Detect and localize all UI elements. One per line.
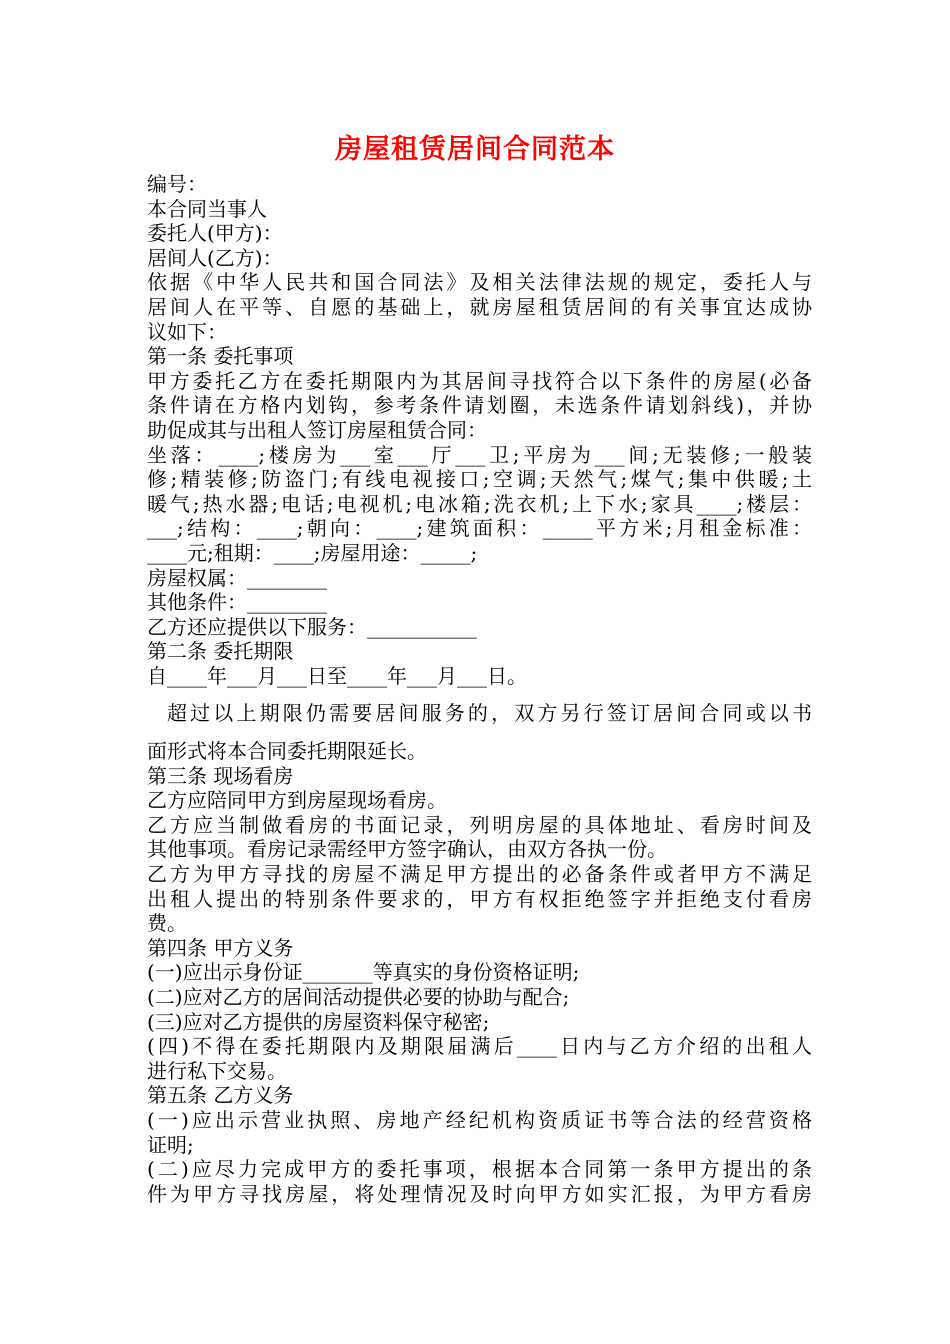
article-4-item: (四)不得在委托期限内及期限届满后____日内与乙方介绍的出租人 bbox=[147, 1034, 812, 1059]
property-conditions-line: 暖气;热水器;电话;电视机;电冰箱;洗衣机;上下水;家具____;楼层： bbox=[147, 491, 812, 516]
party-b-line: 居间人(乙方)： bbox=[147, 245, 283, 270]
parties-heading: 本合同当事人 bbox=[147, 196, 267, 221]
article-1-line: 助促成其与出租人签订房屋租赁合同： bbox=[147, 417, 487, 442]
article-4-item: (一)应出示身份证_______等真实的身份资格证明; bbox=[147, 960, 580, 985]
article-5-heading: 第五条 乙方义务 bbox=[147, 1083, 294, 1108]
article-3-line: 其他事项。看房记录需经甲方签字确认，由双方各执一份。 bbox=[147, 837, 667, 862]
article-4-heading: 第四条 甲方义务 bbox=[147, 935, 294, 960]
ownership-line: 房屋权属：________ bbox=[147, 565, 327, 590]
serial-number-line: 编号： bbox=[147, 172, 207, 196]
article-3-line: 出租人提出的特别条件要求的，甲方有权拒绝签字并拒绝支付看房 bbox=[147, 886, 812, 911]
article-5-item: (二)应尽力完成甲方的委托事项，根据本合同第一条甲方提出的条 bbox=[147, 1157, 812, 1182]
article-1-line: 条件请在方格内划钩，参考条件请划圈，未选条件请划斜线)，并协 bbox=[147, 393, 812, 418]
property-conditions-line: ___;结构：____;朝向：____;建筑面积：_____平方米;月租金标准： bbox=[147, 516, 812, 541]
extra-services-line: 乙方还应提供以下服务：___________ bbox=[147, 614, 477, 639]
preamble-line: 依据《中华人民共和国合同法》及相关法律法规的规定，委托人与 bbox=[147, 270, 812, 295]
document-title: 房屋租赁居间合同范本 bbox=[335, 134, 615, 165]
extension-line: 超过以上期限仍需要居间服务的，双方另行签订居间合同或以书 bbox=[167, 701, 812, 726]
article-4-item: 进行私下交易。 bbox=[147, 1058, 287, 1083]
article-5-item: 件为甲方寻找房屋，将处理情况及时向甲方如实汇报，为甲方看房 bbox=[147, 1181, 812, 1206]
article-4-item: (二)应对乙方的居间活动提供必要的协助与配合; bbox=[147, 985, 570, 1009]
property-conditions-line: 修;精装修;防盗门;有线电视接口;空调;天然气;煤气;集中供暖;土 bbox=[147, 467, 812, 492]
article-1-heading: 第一条 委托事项 bbox=[147, 344, 294, 369]
contract-body bbox=[147, 172, 812, 1206]
article-3-line: 乙方应当制做看房的书面记录，列明房屋的具体地址、看房时间及 bbox=[147, 812, 812, 837]
article-3-heading: 第三条 现场看房 bbox=[147, 763, 294, 788]
term-period-line: 自____年___月___日至____年___月___日。 bbox=[147, 663, 527, 688]
other-conditions-line: 其他条件：________ bbox=[147, 590, 327, 615]
article-1-line: 甲方委托乙方在委托期限内为其居间寻找符合以下条件的房屋(必备 bbox=[147, 368, 812, 393]
preamble-line: 居间人在平等、自愿的基础上，就房屋租赁居间的有关事宜达成协 bbox=[147, 294, 812, 319]
article-5-item: (一)应出示营业执照、房地产经纪机构资质证书等合法的经营资格 bbox=[147, 1107, 812, 1132]
preamble-line: 议如下： bbox=[147, 319, 227, 344]
party-a-line: 委托人(甲方)： bbox=[147, 221, 283, 246]
article-3-line: 乙方为甲方寻找的房屋不满足甲方提出的必备条件或者甲方不满足 bbox=[147, 862, 812, 887]
article-3-line: 费。 bbox=[147, 911, 187, 936]
article-4-item: (三)应对乙方提供的房屋资料保守秘密; bbox=[147, 1009, 490, 1034]
property-conditions-line: 坐落：____;楼房为___室___厅___卫;平房为___间;无装修;一般装 bbox=[147, 442, 812, 467]
article-3-line: 乙方应陪同甲方到房屋现场看房。 bbox=[147, 788, 447, 813]
extension-line: 面形式将本合同委托期限延长。 bbox=[147, 739, 427, 764]
article-5-item: 证明; bbox=[147, 1132, 194, 1157]
article-2-heading: 第二条 委托期限 bbox=[147, 639, 294, 664]
property-conditions-line: ____元;租期：____;房屋用途：_____; bbox=[147, 540, 478, 565]
